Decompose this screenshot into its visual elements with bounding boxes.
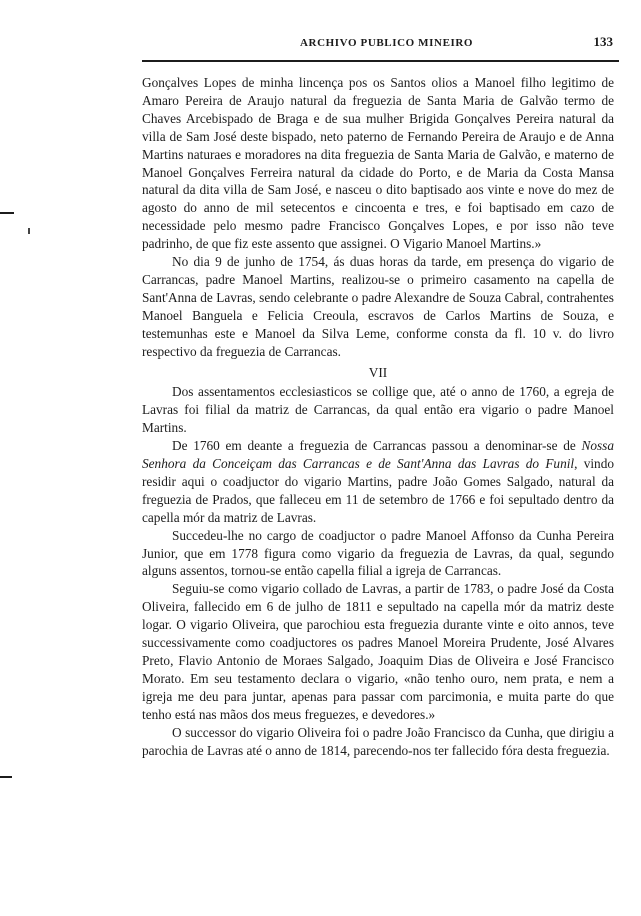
margin-tick (28, 228, 30, 234)
margin-mark (0, 212, 14, 214)
page-number: 133 (593, 34, 613, 49)
running-header (300, 34, 613, 54)
section-heading: VII (368, 364, 388, 380)
paragraph-text: , vindo residir aqui o coadjuctor do vigario Martins, padre João Gomes Salgado, natural da freguezia de Prados, que falleceu em 11 de setembro de 1766 e foi sepultado dentro da capella mór da matriz de Lavras. (142, 456, 614, 525)
paragraph: Succedeu-lhe no cargo de coadjuctor o padre Manoel Affonso da Cunha Pereira Junior, que em 1778 figura como vigario da freguezia de Lavras, da qual, segundo alguns assentos, tornou-se então capella filial a igreja de Carrancas. (142, 527, 614, 579)
header-title: ARCHIVO PUBLICO MINEIRO (300, 37, 474, 49)
margin-mark (0, 776, 12, 778)
paragraph: No dia 9 de junho de 1754, ás duas horas da tarde, em presença do vigario de Carrancas, padre Manoel Martins, realizou-se o primeiro casamento na capella de Sant'Anna de Lavras, sendo celebrante o padre Alexandre de Souza Cabral, contrahentes Manoel Banguela e Felicia Creoula, escravos de Carlos Martins de Souza, e testemunhas este e Manoel da Silva Leme, conforme consta da fl. 10 v. do livro respectivo da freguezia de Carrancas. (142, 254, 614, 359)
parish-name-italic: Nossa Senhora da Conceiçam das Carrancas e de Sant'Anna das Lavras do Funil (142, 438, 614, 472)
paragraph: Seguiu-se como vigario collado de Lavras, a partir de 1783, o padre José da Costa Oliveira, fallecido em 6 de julho de 1811 e sepultado na capella mór da matriz deste logar. O vigario Oliveira, que parochiou esta freguezia durante vinte e oito annos, teve successivamente como coadjuctores os padres Manoel Moreira Prudente, José Alvares Preto, Flavio Antonio de Moraes Salgado, Joaquim Dias de Oliveira e José Francisco Morato. Em seu testamento declara o vigario, «não tenho ouro, nem prata, e nem a igreja me deu para juntar, apenas para passar com parcimonia, e muita parte do que tenho está nas mãos dos meus freguezes, e devedores.» (142, 581, 614, 722)
paragraph: Gonçalves Lopes de minha lincença pos os Santos olios a Manoel filho legitimo de Amaro Pereira de Araujo natural da freguezia de Santa Maria de Galvão termo de Chaves Arcebispado de Braga e de sua mulher Brigida Gonçalves Pereira natural da villa de Sam José deste bispado, neto paterno de Fernando Pereira de Araujo e de Anna Martins naturaes e moradores na dita freguezia de Santa Maria de Galvão, e materno de Manoel Gonçalves Ferreira natural da cidade do Porto, e de Maria da Costa Mansa natural da dita villa de Sam José, e nasceu o dito baptisado aos vinte e nove do mez de agosto do anno de mil setecentos e cincoenta e tres, e foi baptisado em cazo de necessidade pelo mesmo padre Francisco Gonçalves Lopes, e por isso não teve padrinho, de que fiz este assento que assignei. O Vigario Manoel Martins.» (142, 75, 614, 252)
body-text (142, 74, 614, 759)
paragraph-text: De 1760 em deante a freguezia de Carrancas passou a denominar-se de (172, 438, 582, 454)
paragraph (142, 437, 614, 527)
header-rule (142, 60, 619, 62)
paragraph: O successor do vigario Oliveira foi o padre João Francisco da Cunha, que dirigiu a parochia de Lavras até o anno de 1814, parecendo-nos ter fallecido fóra desta freguezia. (142, 724, 614, 758)
paragraph: Dos assentamentos ecclesiasticos se collige que, até o anno de 1760, a egreja de Lavras foi filial da matriz de Carrancas, da qual então era vigario o padre Manoel Martins. (142, 384, 614, 436)
